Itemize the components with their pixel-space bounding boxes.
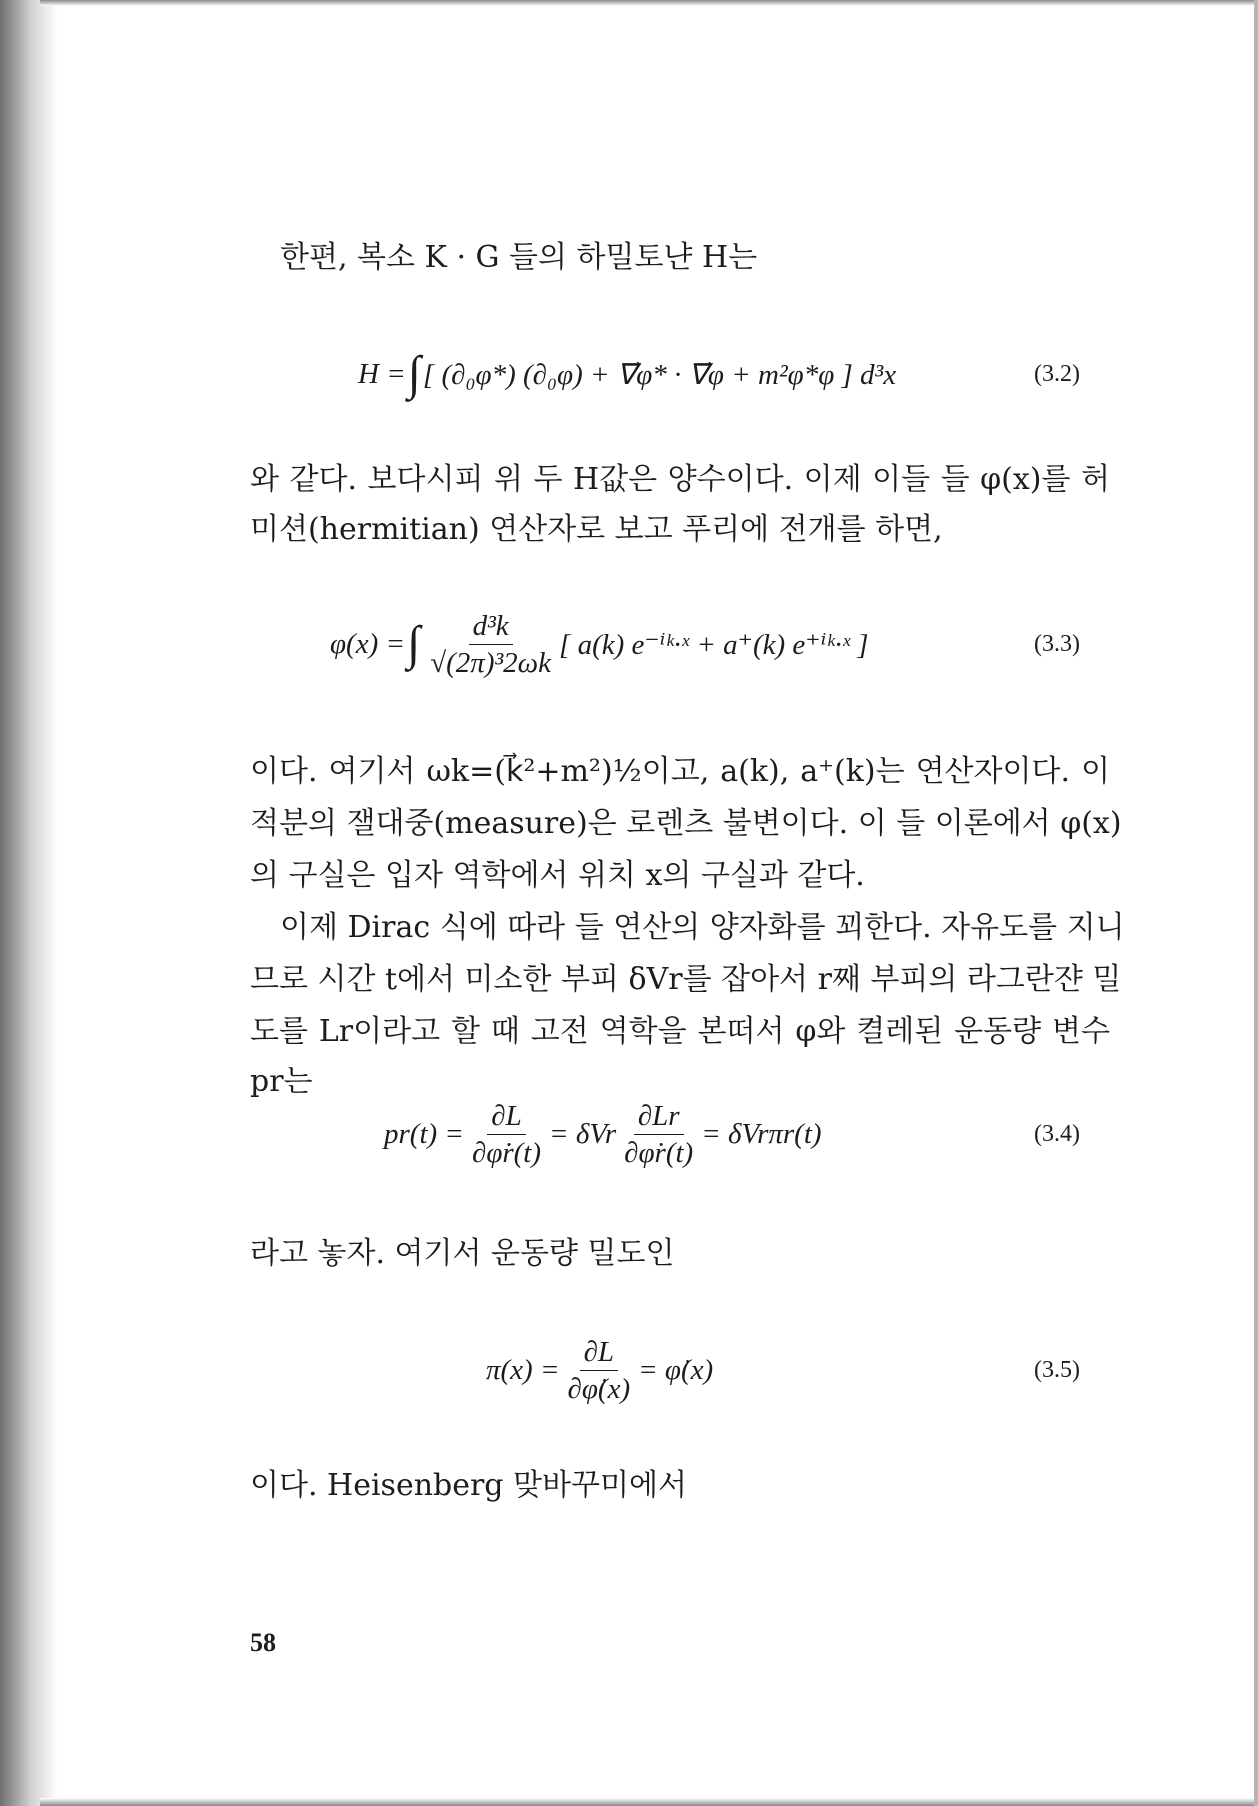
paragraph-line: 의 구실은 입자 역학에서 위치 x의 구실과 같다. <box>250 858 865 893</box>
book-gutter-shadow <box>0 0 58 1806</box>
equation-body: [ (∂₀φ*) (∂₀φ) + ∇⃗φ* · ∇⃗φ + m²φ*φ ] d³x <box>422 358 897 391</box>
equation-middle: = δVr <box>549 1117 617 1150</box>
equation-rhs: = φ̇(x) <box>638 1353 714 1386</box>
equation-lhs: φ(x) = <box>330 627 406 660</box>
equation-number: (3.2) <box>1034 361 1080 387</box>
fraction <box>468 1100 545 1169</box>
equation-rhs: = δVrπr(t) <box>701 1117 822 1150</box>
fraction-numerator: ∂Lr <box>634 1100 684 1135</box>
fraction-denominator: ∂φ̇(x) <box>567 1372 631 1405</box>
paragraph-line: 와 같다. 보다시피 위 두 H값은 양수이다. 이제 이들 들 φ(x)를 허 <box>250 462 1110 497</box>
equation-number: (3.5) <box>1034 1357 1080 1383</box>
paragraph-line: 적분의 잴대중(measure)은 로렌츠 불변이다. 이 들 이론에서 φ(x) <box>250 806 1122 841</box>
fraction <box>564 1336 635 1405</box>
equation-lhs: pr(t) = <box>384 1117 464 1150</box>
equation-3-4 <box>250 1094 1110 1174</box>
page-edge-right <box>1254 0 1258 1806</box>
fraction <box>620 1100 697 1169</box>
fraction-denominator: ∂φ̇r(t) <box>624 1136 694 1169</box>
paragraph-line: 이다. Heisenberg 맞바꾸미에서 <box>250 1468 687 1503</box>
fraction-numerator: d³k <box>469 610 513 645</box>
paragraph-line: 이다. 여기서 ωk=(k⃗²+m²)½이고, a(k), a⁺(k)는 연산자이다. 이 <box>250 754 1110 789</box>
paragraph-line: 미션(hermitian) 연산자로 보고 푸리에 전개를 하면, <box>250 512 943 547</box>
paragraph-line: 도를 Lr이라고 할 때 고전 역학을 본떠서 φ와 켤레된 운동량 변수 <box>250 1014 1110 1049</box>
page-number: 58 <box>250 1628 276 1657</box>
paragraph-line: 라고 놓자. 여기서 운동량 밀도인 <box>250 1236 675 1271</box>
fraction-numerator: ∂L <box>487 1100 525 1135</box>
paragraph-line: 므로 시간 t에서 미소한 부피 δVr를 잡아서 r째 부피의 라그란쟌 밀 <box>250 962 1122 997</box>
fraction <box>426 610 555 679</box>
paragraph-line: 이제 Dirac 식에 따라 들 연산의 양자화를 꾀한다. 자유도를 지니 <box>280 910 1125 945</box>
equation-number: (3.3) <box>1034 631 1080 657</box>
equation-number: (3.4) <box>1034 1121 1080 1147</box>
equation-3-2 <box>250 334 1110 414</box>
book-page <box>250 0 1125 1806</box>
equation-lhs: H = <box>358 357 406 390</box>
equation-rhs: [ a(k) e⁻ⁱᵏ·ˣ + a⁺(k) e⁺ⁱᵏ·ˣ ] <box>559 628 869 661</box>
paragraph-line: 한편, 복소 K · G 들의 하밀토냔 H는 <box>280 240 758 275</box>
equation-lhs: π(x) = <box>486 1353 560 1386</box>
paragraph-line: pr는 <box>250 1064 313 1099</box>
fraction-denominator: √(2π)³2ωk <box>430 646 552 679</box>
equation-3-3 <box>250 604 1110 684</box>
integral-sign: ∫ <box>407 347 421 400</box>
integral-sign: ∫ <box>407 617 421 670</box>
equation-3-5 <box>250 1330 1110 1410</box>
fraction-denominator: ∂φ̇r(t) <box>471 1136 542 1169</box>
fraction-numerator: ∂L <box>580 1336 618 1371</box>
